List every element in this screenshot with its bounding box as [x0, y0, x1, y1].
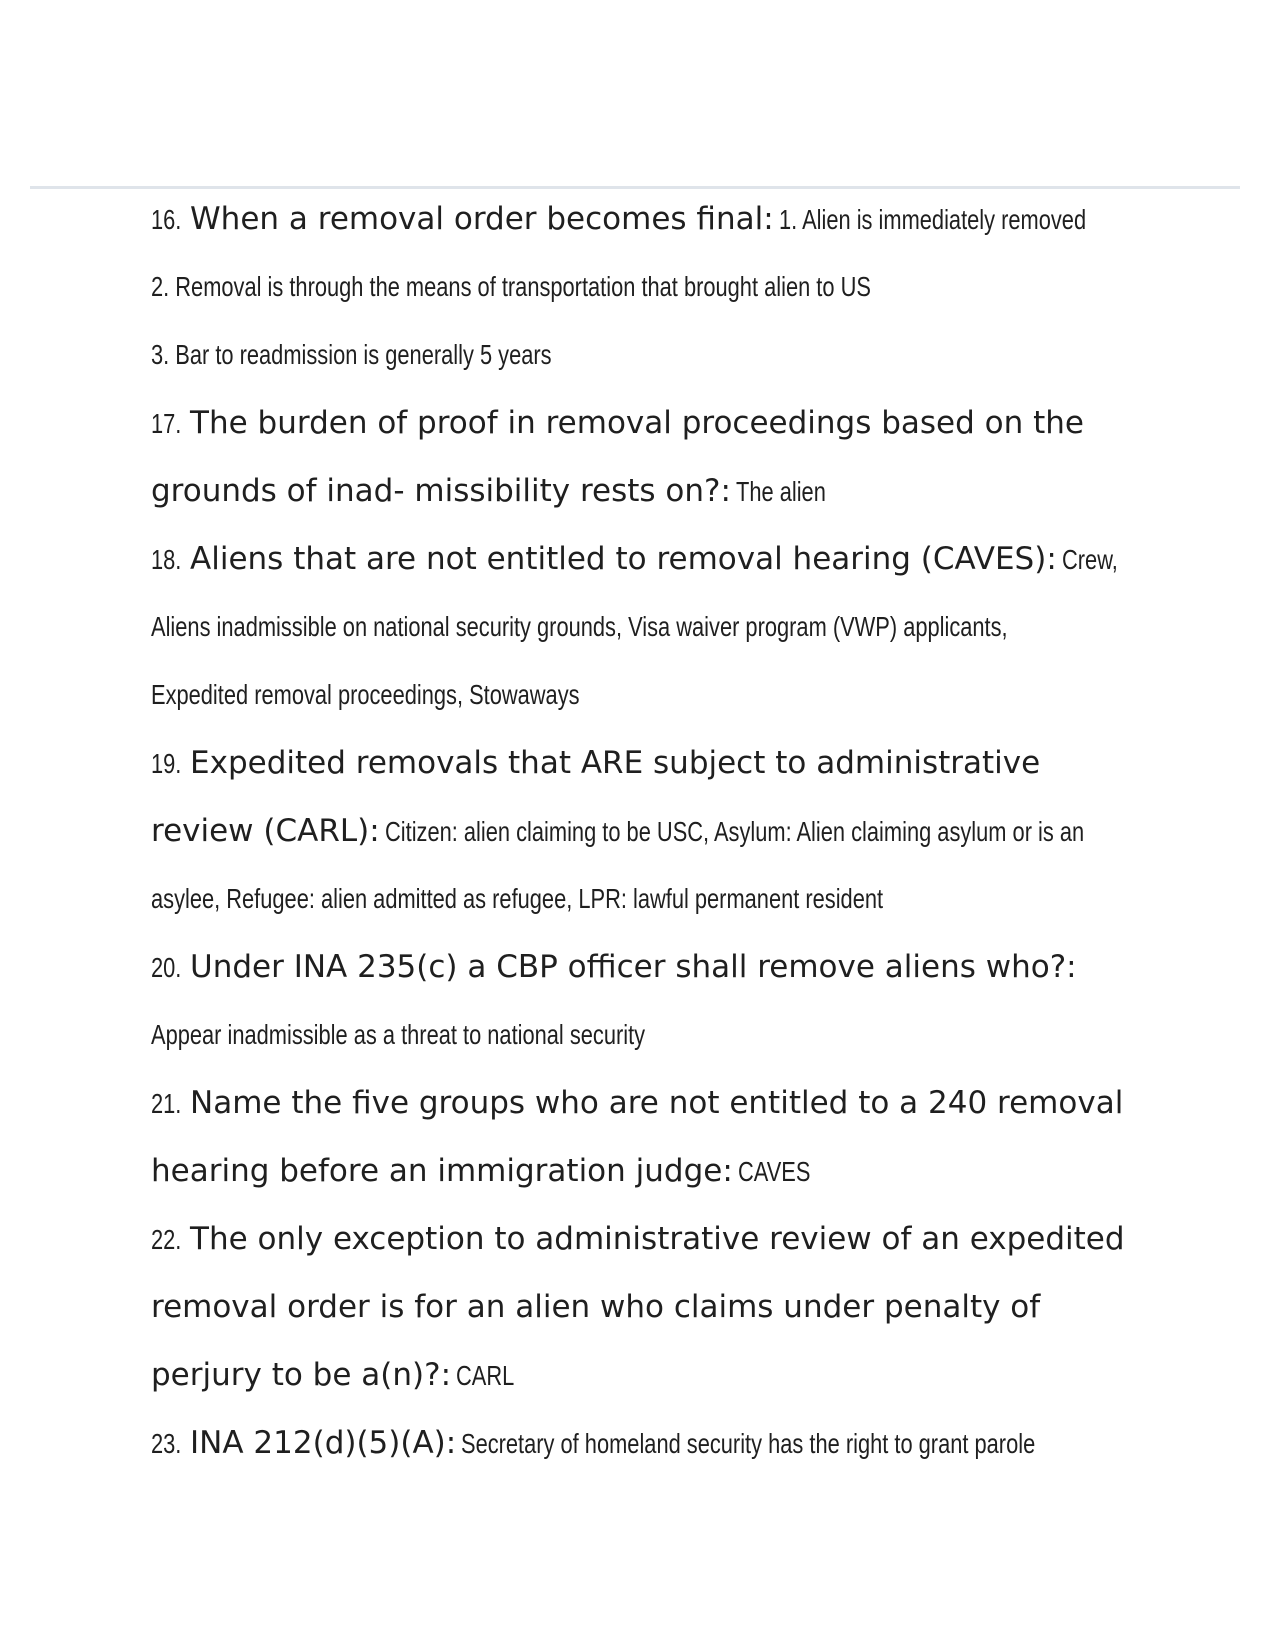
- question-text: grounds of inad- missibility rests on?:: [151, 473, 731, 509]
- item-number: 18.: [151, 544, 182, 575]
- question-text: Name the five groups who are not entitled to a 240 removal: [190, 1085, 1124, 1121]
- question-text: removal order is for an alien who claims under penalty of: [151, 1289, 1041, 1325]
- answer-text: Expedited removal proceedings, Stowaways: [151, 679, 580, 710]
- question-line: [151, 462, 1151, 530]
- item-number: 21.: [151, 1088, 182, 1119]
- answer-text: Crew,: [1061, 544, 1118, 575]
- qa-list: [151, 190, 1151, 1482]
- answer-text: Citizen: alien claiming to be USC, Asylum: Alien claiming asylum or is an: [384, 816, 1084, 847]
- question-line: [151, 1346, 1151, 1414]
- question-line: [151, 1278, 1151, 1346]
- answer-line: [151, 666, 1151, 734]
- question-line: [151, 1142, 1151, 1210]
- question-text: When a removal order becomes final:: [190, 201, 774, 237]
- item-number: 16.: [151, 204, 182, 235]
- question-text: hearing before an immigration judge:: [151, 1153, 733, 1189]
- answer-text: CAVES: [737, 1156, 811, 1187]
- answer-line: [151, 1006, 1151, 1074]
- question-text: The burden of proof in removal proceedings based on the: [190, 405, 1085, 441]
- qa-item-18: [151, 530, 1151, 598]
- item-number: 19.: [151, 748, 182, 779]
- answer-text: Secretary of homeland security has the right to grant parole: [461, 1428, 1036, 1459]
- answer-text: CARL: [456, 1360, 515, 1391]
- answer-line: [151, 870, 1151, 938]
- item-number: 20.: [151, 952, 182, 983]
- answer-text: 1. Alien is immediately removed: [778, 204, 1086, 235]
- qa-item-16: [151, 190, 1151, 258]
- question-text: The only exception to administrative review of an expedited: [190, 1221, 1125, 1257]
- item-number: 23.: [151, 1428, 182, 1459]
- qa-item-19: [151, 734, 1151, 802]
- answer-line: [151, 326, 1151, 394]
- question-text: Under INA 235(c) a CBP officer shall remove aliens who?:: [190, 949, 1077, 985]
- qa-item-17: [151, 394, 1151, 462]
- qa-item-23: [151, 1414, 1151, 1482]
- header-divider: [30, 186, 1240, 189]
- answer-text: The alien: [736, 476, 826, 507]
- question-text: review (CARL):: [151, 813, 380, 849]
- question-text: perjury to be a(n)?:: [151, 1357, 452, 1393]
- answer-text: Aliens inadmissible on national security grounds, Visa waiver program (VWP) applicants,: [151, 611, 1008, 642]
- qa-item-21: [151, 1074, 1151, 1142]
- qa-item-22: [151, 1210, 1151, 1278]
- answer-line: [151, 598, 1151, 666]
- answer-text: 3. Bar to readmission is generally 5 years: [151, 339, 552, 370]
- question-text: Expedited removals that ARE subject to administrative: [190, 745, 1041, 781]
- question-text: INA 212(d)(5)(A):: [190, 1425, 457, 1461]
- item-number: 22.: [151, 1224, 182, 1255]
- answer-text: Appear inadmissible as a threat to national security: [151, 1019, 646, 1050]
- answer-text: 2. Removal is through the means of transportation that brought alien to US: [151, 271, 871, 302]
- item-number: 17.: [151, 408, 182, 439]
- question-line: [151, 802, 1151, 870]
- question-text: Aliens that are not entitled to removal hearing (CAVES):: [190, 541, 1057, 577]
- answer-line: [151, 258, 1151, 326]
- answer-text: asylee, Refugee: alien admitted as refugee, LPR: lawful permanent resident: [151, 883, 884, 914]
- qa-item-20: [151, 938, 1151, 1006]
